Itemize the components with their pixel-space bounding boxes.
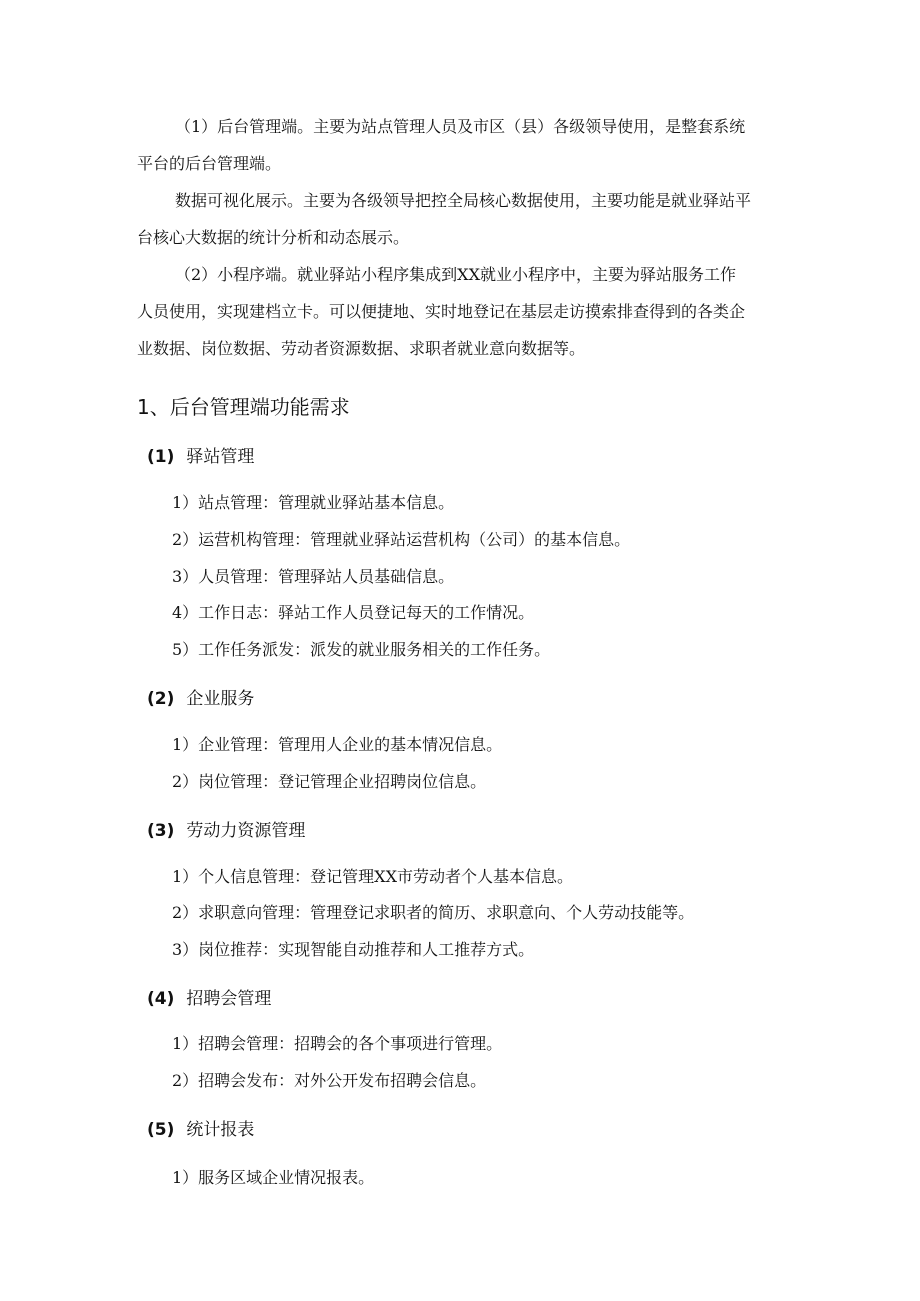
list-item: 2）运营机构管理：管理就业驿站运营机构（公司）的基本信息。 (172, 530, 631, 549)
group-heading-3 (147, 818, 305, 844)
group-number: (2) (147, 689, 175, 709)
intro-p2-line2: 台核心大数据的统计分析和动态展示。 (137, 228, 410, 247)
group-title: 企业服务 (186, 689, 255, 709)
group-heading-4 (147, 986, 271, 1012)
group-number: (3) (147, 821, 175, 841)
list-item: 1）个人信息管理：登记管理XX市劳动者个人基本信息。 (172, 867, 573, 886)
list-item: 2）岗位管理：登记管理企业招聘岗位信息。 (172, 772, 487, 791)
group-heading-5 (147, 1117, 254, 1143)
list-item: 4）工作日志：驿站工作人员登记每天的工作情况。 (172, 603, 535, 622)
intro-paragraph-3 (137, 256, 787, 367)
intro-paragraph-1 (137, 108, 787, 182)
group-title: 劳动力资源管理 (186, 821, 306, 841)
group-number: (1) (147, 447, 175, 467)
intro-paragraph-2 (137, 182, 787, 256)
list-item: 3）岗位推荐：实现智能自动推荐和人工推荐方式。 (172, 940, 535, 959)
group-title: 统计报表 (186, 1120, 255, 1140)
intro-p3-line1: （2）小程序端。就业驿站小程序集成到XX就业小程序中，主要为驿站服务工作 (175, 265, 736, 284)
list-item: 5）工作任务派发：派发的就业服务相关的工作任务。 (172, 640, 551, 659)
intro-p3-line2: 人员使用，实现建档立卡。可以便捷地、实时地登记在基层走访摸索排查得到的各类企 (137, 302, 746, 321)
group-heading-2 (147, 686, 254, 712)
group-number: (5) (147, 1120, 175, 1140)
list-item: 1）服务区域企业情况报表。 (172, 1168, 375, 1187)
group-heading-1 (147, 444, 254, 470)
list-item: 1）企业管理：管理用人企业的基本情况信息。 (172, 735, 503, 754)
group-title: 招聘会管理 (186, 989, 272, 1009)
section-heading: 1、后台管理端功能需求 (137, 395, 350, 419)
intro-p1-line1: （1）后台管理端。主要为站点管理人员及市区（县）各级领导使用，是整套系统 (175, 117, 746, 136)
list-item: 1）站点管理：管理就业驿站基本信息。 (172, 493, 455, 512)
intro-p3-line3: 业数据、岗位数据、劳动者资源数据、求职者就业意向数据等。 (137, 339, 586, 358)
list-item: 2）招聘会发布：对外公开发布招聘会信息。 (172, 1071, 487, 1090)
intro-p2-line1: 数据可视化展示。主要为各级领导把控全局核心数据使用，主要功能是就业驿站平 (175, 191, 752, 210)
group-number: (4) (147, 989, 175, 1009)
list-item: 2）求职意向管理：管理登记求职者的简历、求职意向、个人劳动技能等。 (172, 903, 695, 922)
intro-p1-line2: 平台的后台管理端。 (137, 154, 282, 173)
list-item: 1）招聘会管理：招聘会的各个事项进行管理。 (172, 1034, 503, 1053)
group-title: 驿站管理 (186, 447, 255, 467)
list-item: 3）人员管理：管理驿站人员基础信息。 (172, 567, 455, 586)
